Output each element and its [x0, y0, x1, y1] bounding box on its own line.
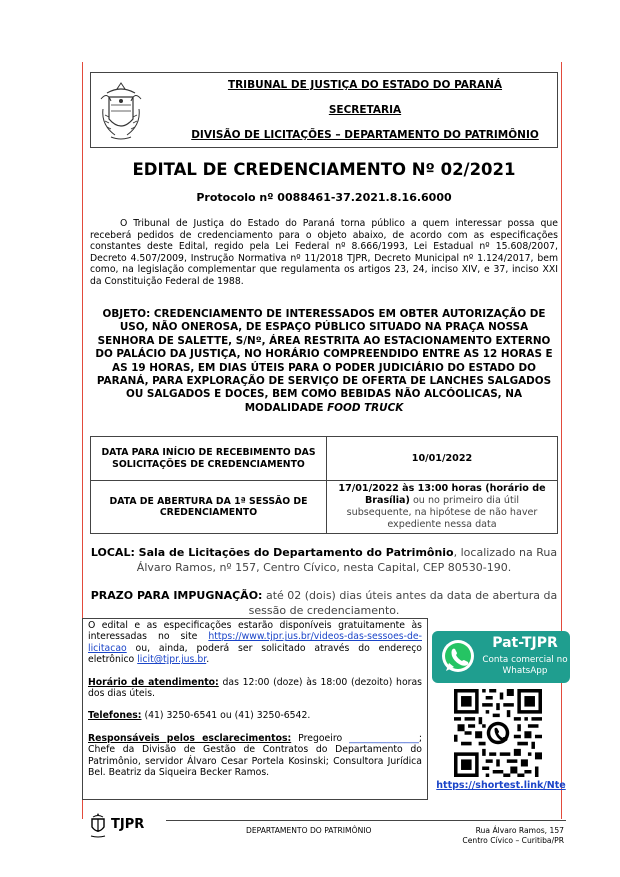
header-court-name: TRIBUNAL DE JUSTIÇA DO ESTADO DO PARANÁ	[227, 79, 503, 91]
parana-coat-of-arms-icon	[97, 79, 145, 143]
opening-date-note: ou no primeiro dia útil subsequente, na hipótese de não haver expediente nessa data	[346, 495, 538, 530]
footer-address	[440, 826, 564, 846]
contacts-text: Pregoeiro	[291, 732, 350, 744]
videos-link[interactable]: https://www.tjpr.jus.br/videos-das-sessoes-de-licitacao	[88, 631, 422, 654]
table-row	[91, 437, 558, 481]
availability-text: O edital e as especificações estarão disponíveis gratuitamente às interessadas no site	[88, 620, 422, 643]
hours-label: Horário de atendimento:	[88, 676, 219, 688]
local-label: LOCAL: Sala de Licitações do Departamento do Patrimônio	[90, 546, 454, 559]
opening-date-label: DATA DE ABERTURA DA 1ª SESSÃO DE CREDENCIAMENTO	[91, 481, 327, 534]
whatsapp-icon	[438, 637, 478, 677]
phones-label: Telefones:	[88, 710, 142, 722]
phones-text: (41) 3250-6541 ou (41) 3250-6542.	[141, 710, 311, 722]
table-row	[91, 481, 558, 534]
opening-date-value: 17/01/2022 às 13:00 horas (horário de Brasília)	[338, 483, 546, 506]
hours-text: das 12:00 (doze) às 18:00 (dezoito) horas dos dias úteis.	[88, 676, 423, 700]
page-title: EDITAL DE CREDENCIAMENTO Nº 02/2021	[132, 160, 516, 179]
start-date-value: 10/01/2022	[327, 437, 558, 481]
prazo-paragraph	[90, 588, 558, 618]
whatsapp-badge[interactable]	[432, 631, 570, 683]
document-header	[90, 72, 558, 148]
start-date-label: DATA PARA INÍCIO DE RECEBIMENTO DAS SOLICITAÇÕES DE CREDENCIAMENTO	[91, 437, 327, 481]
tjpr-logo-icon	[88, 812, 108, 838]
contacts-label: Responsáveis pelos esclarecimentos:	[88, 732, 292, 744]
footer-address-street: Rua Álvaro Ramos, 157	[475, 826, 564, 835]
opening-date-cell	[327, 481, 558, 534]
email-link[interactable]: licit@tjpr.jus.br	[137, 654, 207, 666]
prazo-label: PRAZO PARA IMPUGNAÇÃO:	[90, 589, 263, 602]
availability-paragraph	[88, 620, 422, 666]
prazo-text: até 02 (dois) dias úteis antes da data de abertura da sessão de credenciamento.	[248, 589, 558, 617]
contacts-text-2: ; Chefe da Divisão de Gestão de Contratos do Departamento do Patrimônio, servidor Álvaro Cesar Portela Kosinski; Consultora Jurídica Bel. Beatriz da Siqueira Becker Ramos.	[88, 732, 423, 779]
header-division: DIVISÃO DE LICITAÇÕES – DEPARTAMENTO DO PATRIMÔNIO	[191, 129, 539, 141]
protocol-number: Protocolo nº 0088461-37.2021.8.16.6000	[196, 191, 452, 204]
objeto-paragraph	[90, 308, 558, 415]
whatsapp-title: Pat-TJPR	[492, 635, 558, 651]
whatsapp-subtitle: Conta comercial no WhatsApp	[482, 655, 568, 676]
contacts-paragraph	[88, 733, 422, 779]
objeto-emphasis: FOOD TRUCK	[327, 401, 404, 414]
dates-table	[90, 436, 558, 534]
availability-text-2: ou, ainda, poderá ser solicitado através do endereço eletrônico	[88, 642, 422, 666]
intro-paragraph: O Tribunal de Justiça do Estado do Paraná torna público a quem interessar possa que receberá pedidos de credenciamento para o objeto abaixo, de acordo com as especificações constantes deste Edital, regido pela Lei Federal nº 8.666/1993, Lei Estadual nº 15.608/2007, Decreto 4.507/2009, Instrução Normativa nº 11/2018 TJPR, Decreto Municipal nº 1.124/2017, bem como, na legislação complementar que regulamenta os artigos 23, 24, inciso XIV, e 37, inciso XXI da Constituição Federal de 1988.	[90, 218, 558, 287]
footer-brand: TJPR	[111, 817, 145, 832]
footer-address-city: Centro Cívico – Curitiba/PR	[462, 836, 564, 845]
local-paragraph	[90, 545, 558, 575]
footer-department: DEPARTAMENTO DO PATRIMÔNIO	[246, 826, 372, 835]
qr-code-icon[interactable]	[454, 689, 542, 777]
pregoeiro-blank: _______________	[349, 732, 419, 744]
objeto-text: OBJETO: CREDENCIAMENTO DE INTERESSADOS EM OBTER AUTORIZAÇÃO DE USO, NÃO ONEROSA, DE ESPAÇO PÚBLICO SITUADO NA PRAÇA NOSSA SENHORA DE SALETTE, S/Nº, ÁREA RESTRITA AO ESTACIONAMENTO EXTERNO DO PALÁCIO DA JUSTIÇA, NO HORÁRIO COMPREENDIDO ENTRE AS 12 HORAS E AS 19 HORAS, EM DIAS ÚTEIS PARA O PODER JUDICIÁRIO DO ESTADO DO PARANÁ, PARA EXPLORAÇÃO DE SERVIÇO DE OFERTA DE LANCHES SALGADOS OU SALGADOS E DOCES, BEM COMO BEBIDAS NÃO ALCÓOLICAS, NA MODALIDADE	[95, 308, 553, 414]
hours-paragraph	[88, 677, 422, 700]
availability-text-3: .	[206, 654, 210, 666]
local-text: , localizado na Rua Álvaro Ramos, nº 157, Centro Cívico, nesta Capital, CEP 80530-190.	[136, 546, 558, 574]
info-box	[82, 618, 428, 800]
phones-paragraph	[88, 710, 422, 721]
shortest-link[interactable]: https://shortest.link/Nte	[436, 780, 566, 791]
footer-divider	[166, 820, 566, 821]
header-secretaria: SECRETARIA	[328, 104, 402, 116]
